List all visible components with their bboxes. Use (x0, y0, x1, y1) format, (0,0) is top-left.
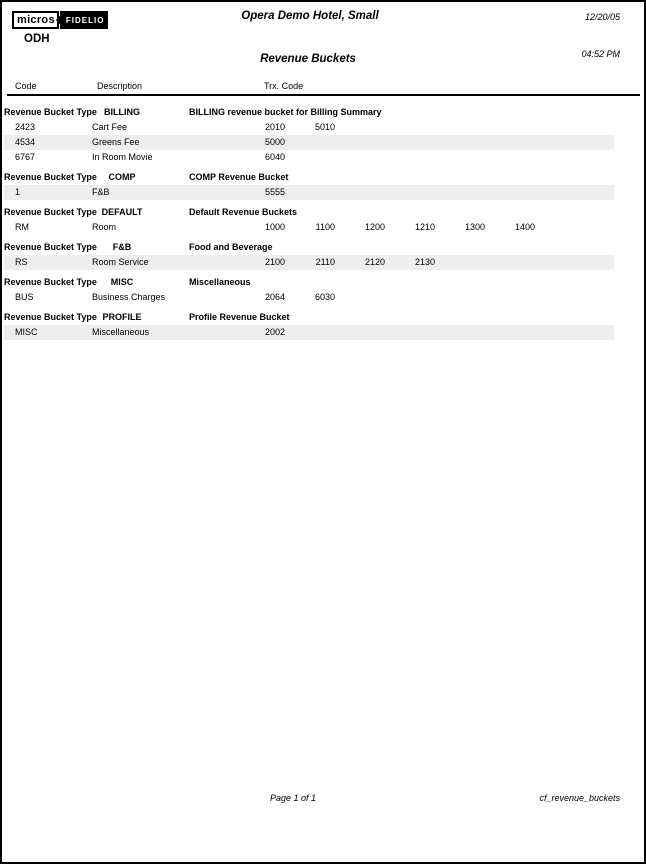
table-row (4, 290, 614, 305)
table-row (4, 325, 614, 340)
row-description: Miscellaneous (92, 327, 150, 337)
section-code: PROFILE (102, 312, 142, 322)
row-code: 1 (15, 187, 21, 197)
report-title: Revenue Buckets (260, 53, 356, 65)
section-header-row (2, 105, 644, 120)
trx-code-value: 2010 (264, 122, 285, 132)
section-label: Revenue Bucket Type (4, 277, 97, 287)
property-code: ODH (24, 33, 50, 45)
section-description: Food and Beverage (189, 242, 273, 252)
section-description: Default Revenue Buckets (189, 207, 298, 217)
section-header-row (2, 275, 644, 290)
column-header-trx-code: Trx. Code (264, 81, 304, 91)
trx-code-value: 1200 (364, 222, 385, 232)
trx-code-value: 2064 (264, 292, 285, 302)
section-code: DEFAULT (101, 207, 143, 217)
report-file-name: cf_revenue_buckets (539, 793, 620, 803)
trx-code-value: 1000 (264, 222, 285, 232)
section-description: Profile Revenue Bucket (189, 312, 290, 322)
trx-code-value: 6030 (314, 292, 335, 302)
row-trx-codes (235, 290, 335, 305)
table-row (4, 135, 614, 150)
row-description: F&B (92, 187, 110, 197)
table-row (4, 120, 614, 135)
section-label: Revenue Bucket Type (4, 207, 97, 217)
trx-code-value: 5555 (264, 187, 285, 197)
trx-code-value: 2130 (414, 257, 435, 267)
row-code: 4534 (15, 137, 36, 147)
section-description: Miscellaneous (189, 277, 251, 287)
row-trx-codes (235, 220, 535, 235)
section-label: Revenue Bucket Type (4, 242, 97, 252)
section-code: F&B (112, 242, 132, 252)
fidelio-logo-text: FIDELIO (60, 11, 109, 29)
section-description: COMP Revenue Bucket (189, 172, 289, 182)
table-row (4, 220, 614, 235)
report-time: 04:52 PM (581, 49, 620, 59)
section-header-row (2, 310, 644, 325)
table-row (4, 150, 614, 165)
row-description: Greens Fee (92, 137, 140, 147)
micros-logo-text: micros (12, 11, 59, 29)
table-row (4, 255, 614, 270)
section-header-row (2, 170, 644, 185)
row-code: RS (15, 257, 28, 267)
trx-code-value: 1100 (315, 222, 335, 232)
trx-code-value: 2100 (264, 257, 285, 267)
row-code: 6767 (15, 152, 36, 162)
row-description: In Room Movie (92, 152, 153, 162)
report-date: 12/20/05 (584, 12, 620, 22)
trx-code-value: 2110 (315, 257, 335, 267)
header-rule-divider (7, 94, 640, 96)
row-trx-codes (235, 255, 435, 270)
trx-code-value: 5010 (314, 122, 335, 132)
row-trx-codes (235, 185, 285, 200)
trx-code-value: 5000 (264, 137, 285, 147)
trx-code-value: 1210 (414, 222, 435, 232)
table-row (4, 185, 614, 200)
section-code: COMP (108, 172, 136, 182)
section-header-row (2, 205, 644, 220)
section-header-row (2, 240, 644, 255)
column-header-code: Code (15, 81, 37, 91)
section-label: Revenue Bucket Type (4, 312, 97, 322)
row-description: Room Service (92, 257, 149, 267)
hotel-name: Opera Demo Hotel, Small (241, 10, 379, 22)
report-table-body (2, 97, 644, 340)
column-header-description: Description (97, 81, 143, 91)
trx-code-value: 2120 (364, 257, 385, 267)
row-description: Cart Fee (92, 122, 128, 132)
trx-code-value: 1300 (464, 222, 485, 232)
row-trx-codes (235, 325, 285, 340)
row-code: RM (15, 222, 29, 232)
row-code: MISC (15, 327, 38, 337)
page-number: Page 1 of 1 (269, 793, 317, 803)
row-code: BUS (15, 292, 34, 302)
row-trx-codes (235, 150, 285, 165)
row-description: Room (92, 222, 117, 232)
row-trx-codes (235, 135, 285, 150)
trx-code-value: 1400 (514, 222, 535, 232)
row-description: Business Charges (92, 292, 166, 302)
section-label: Revenue Bucket Type (4, 172, 97, 182)
section-label: Revenue Bucket Type (4, 107, 97, 117)
section-code: BILLING (104, 107, 140, 117)
section-code: MISC (110, 277, 134, 287)
trx-code-value: 6040 (264, 152, 285, 162)
section-description: BILLING revenue bucket for Billing Summary (189, 107, 382, 117)
row-trx-codes (235, 120, 335, 135)
row-code: 2423 (15, 122, 36, 132)
column-header-row (2, 81, 644, 94)
trx-code-value: 2002 (264, 327, 285, 337)
